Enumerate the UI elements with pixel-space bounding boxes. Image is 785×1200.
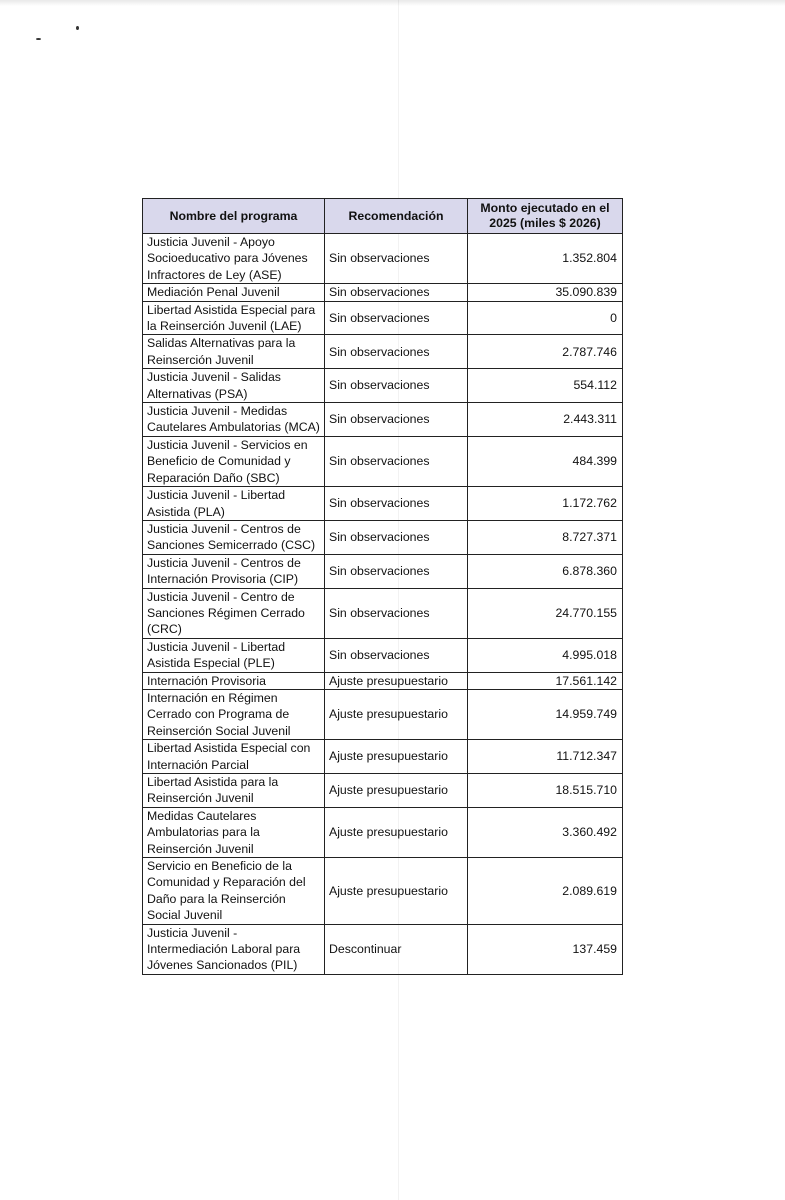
table-row — [143, 369, 623, 403]
table-row — [143, 689, 623, 739]
amount-cell: 4.995.018 — [468, 638, 623, 672]
table-row — [143, 520, 623, 554]
program-name-cell: Libertad Asistida Especial con Internación Parcial — [143, 740, 325, 774]
program-name-cell: Justicia Juvenil - Centro de Sanciones Régimen Cerrado (CRC) — [143, 588, 325, 638]
amount-cell: 3.360.492 — [468, 807, 623, 857]
amount-cell: 0 — [468, 301, 623, 335]
program-name-cell: Libertad Asistida para la Reinserción Juvenil — [143, 774, 325, 808]
recommendation-cell: Sin observaciones — [325, 436, 468, 486]
amount-cell: 17.561.142 — [468, 672, 623, 689]
table-row — [143, 487, 623, 521]
table-row — [143, 284, 623, 301]
amount-cell: 6.878.360 — [468, 554, 623, 588]
amount-cell: 137.459 — [468, 924, 623, 974]
recommendation-cell: Sin observaciones — [325, 284, 468, 301]
header-program-name: Nombre del programa — [143, 199, 325, 234]
program-name-cell: Justicia Juvenil - Libertad Asistida (PLA) — [143, 487, 325, 521]
table-row — [143, 807, 623, 857]
table-row — [143, 554, 623, 588]
table-row — [143, 335, 623, 369]
table-row — [143, 403, 623, 437]
table-row — [143, 740, 623, 774]
scan-top-edge — [0, 0, 785, 6]
table-row — [143, 301, 623, 335]
table-header-row — [143, 199, 623, 234]
program-name-cell: Justicia Juvenil - Intermediación Laboral para Jóvenes Sancionados (PIL) — [143, 924, 325, 974]
recommendation-cell: Sin observaciones — [325, 487, 468, 521]
program-name-cell: Justicia Juvenil - Apoyo Socioeducativo para Jóvenes Infractores de Ley (ASE) — [143, 234, 325, 284]
recommendation-cell: Sin observaciones — [325, 588, 468, 638]
recommendation-cell: Sin observaciones — [325, 520, 468, 554]
recommendation-cell: Sin observaciones — [325, 369, 468, 403]
program-name-cell: Justicia Juvenil - Libertad Asistida Especial (PLE) — [143, 638, 325, 672]
amount-cell: 8.727.371 — [468, 520, 623, 554]
recommendation-cell: Ajuste presupuestario — [325, 740, 468, 774]
program-name-cell: Medidas Cautelares Ambulatorias para la Reinserción Juvenil — [143, 807, 325, 857]
amount-cell: 35.090.839 — [468, 284, 623, 301]
program-name-cell: Mediación Penal Juvenil — [143, 284, 325, 301]
recommendation-cell: Ajuste presupuestario — [325, 689, 468, 739]
table-row — [143, 774, 623, 808]
table-row — [143, 924, 623, 974]
program-name-cell: Justicia Juvenil - Centros de Sanciones Semicerrado (CSC) — [143, 520, 325, 554]
programs-table — [142, 198, 623, 975]
table-row — [143, 436, 623, 486]
header-recommendation: Recomendación — [325, 199, 468, 234]
program-name-cell: Internación en Régimen Cerrado con Programa de Reinserción Social Juvenil — [143, 689, 325, 739]
table-row — [143, 638, 623, 672]
recommendation-cell: Ajuste presupuestario — [325, 672, 468, 689]
program-name-cell: Salidas Alternativas para la Reinserción Juvenil — [143, 335, 325, 369]
amount-cell: 24.770.155 — [468, 588, 623, 638]
amount-cell: 554.112 — [468, 369, 623, 403]
program-name-cell: Justicia Juvenil - Centros de Internación Provisoria (CIP) — [143, 554, 325, 588]
amount-cell: 2.443.311 — [468, 403, 623, 437]
table-row — [143, 858, 623, 925]
recommendation-cell: Sin observaciones — [325, 335, 468, 369]
amount-cell: 2.787.746 — [468, 335, 623, 369]
scan-speck-2 — [36, 38, 41, 40]
recommendation-cell: Sin observaciones — [325, 403, 468, 437]
recommendation-cell: Sin observaciones — [325, 301, 468, 335]
amount-cell: 1.172.762 — [468, 487, 623, 521]
amount-cell: 484.399 — [468, 436, 623, 486]
table-row — [143, 234, 623, 284]
scan-speck-1 — [76, 26, 79, 30]
recommendation-cell: Ajuste presupuestario — [325, 807, 468, 857]
recommendation-cell: Ajuste presupuestario — [325, 858, 468, 925]
amount-cell: 2.089.619 — [468, 858, 623, 925]
program-name-cell: Justicia Juvenil - Salidas Alternativas (PSA) — [143, 369, 325, 403]
amount-cell: 14.959.749 — [468, 689, 623, 739]
recommendation-cell: Sin observaciones — [325, 234, 468, 284]
program-name-cell: Libertad Asistida Especial para la Reinserción Juvenil (LAE) — [143, 301, 325, 335]
recommendation-cell: Ajuste presupuestario — [325, 774, 468, 808]
amount-cell: 1.352.804 — [468, 234, 623, 284]
program-name-cell: Justicia Juvenil - Medidas Cautelares Ambulatorias (MCA) — [143, 403, 325, 437]
program-name-cell: Justicia Juvenil - Servicios en Beneficio de Comunidad y Reparación Daño (SBC) — [143, 436, 325, 486]
amount-cell: 18.515.710 — [468, 774, 623, 808]
amount-cell: 11.712.347 — [468, 740, 623, 774]
table-row — [143, 672, 623, 689]
recommendation-cell: Descontinuar — [325, 924, 468, 974]
header-amount: Monto ejecutado en el 2025 (miles $ 2026) — [468, 199, 623, 234]
program-name-cell: Internación Provisoria — [143, 672, 325, 689]
recommendation-cell: Sin observaciones — [325, 554, 468, 588]
table-row — [143, 588, 623, 638]
recommendation-cell: Sin observaciones — [325, 638, 468, 672]
program-name-cell: Servicio en Beneficio de la Comunidad y Reparación del Daño para la Reinserción Social Juvenil — [143, 858, 325, 925]
